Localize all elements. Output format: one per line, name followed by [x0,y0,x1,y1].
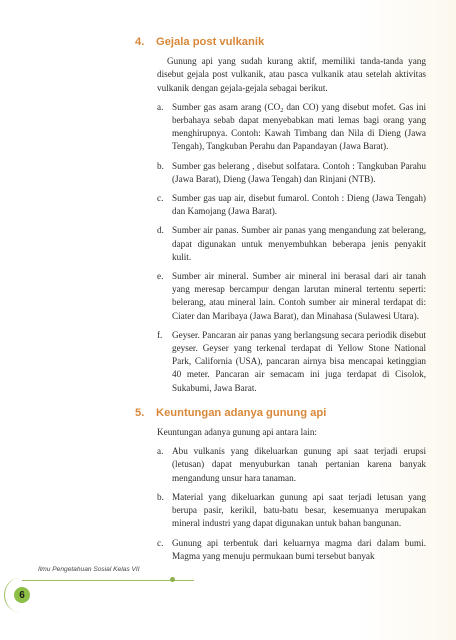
section-heading-4 [135,36,426,49]
section-title: Gejala post vulkanik [156,36,265,48]
text-part: dan CO) yang disebut mofet. Gas ini berbahaya sebab dapat menyebabkan mati lemas bagi orang yang menghirupnya. Contoh: Kawah Timbang dan Nila di Dieng (Jawa Tengah), Tangkuban Perahu dan Papandayan (Jawa Barat). [172,101,427,152]
list-item-text [172,101,426,154]
footer-dot [170,577,175,582]
list-item-text: Sumber gas uap air, disebut fumarol. Contoh : Dieng (Jawa Tengah) dan Kamojang (Jawa Barat). [172,193,426,217]
section-intro: Keuntungan adanya gunung api antara lain: [157,427,317,438]
list-item-text: Material yang dikeluarkan gunung api saat terjadi letusan yang berupa pasir, kerikil, batu-batu besar, kesemuanya merupakan mineral industri yang dapat digunakan untuk bahan bangunan. [172,491,426,529]
list-marker: a. [157,446,164,457]
list-item-text: Sumber air panas. Sumber air panas yang mengandung zat belerang, dapat digunakan untuk menyembuhkan beberapa jenis penyakit kulit. [172,225,426,262]
section-title: Keuntungan adanya gunung api [156,406,327,419]
list-item-text: Sumber air mineral. Sumber air mineral ini berasal dari air tanah yang meresap bercampur dengan larutan mineral tertentu seperti: belerang, atau mineral lain. Contoh sumber air mineral terdapat di: Ciater dan Maribaya (Jawa Barat), dan Minahasa (Sulawesi Utara). [172,271,426,321]
footer-divider [22,580,194,581]
book-title: Ilmu Pengetahuan Sosial Kelas VII [38,566,140,573]
list-item-text: Gunung api terbentuk dari keluarnya magma dari dalam bumi. Magma yang menuju permukaan bumi tersebut banyak [172,537,426,561]
list-item-text: Abu vulkanis yang dikeluarkan gunung api saat terjadi erupsi (letusan) dapat menyuburkan tanah pertanian karena banyak mengandung unsur hara tanaman. [172,446,426,483]
list-item [157,160,426,186]
list-marker: d. [157,225,164,236]
list-item [157,270,426,323]
list-item [157,224,426,264]
page-number: 6 [19,589,25,601]
list-marker: c. [157,193,164,204]
list-marker: e. [157,271,164,282]
list-marker: f. [157,329,163,340]
list-item [157,101,426,154]
list-item [157,329,426,395]
list-item [157,192,426,218]
text-part: Sumber gas asam arang (CO [172,101,281,112]
list-marker: c. [157,537,164,548]
page-content [136,36,426,569]
list-item [157,445,426,485]
list-item [157,491,426,531]
subscript: 2 [280,106,284,114]
list-marker: a. [157,101,164,112]
list-item [157,537,426,563]
post-volcanic-list [157,101,426,395]
section-heading-5 [135,407,426,420]
section-number: 5. [135,406,145,419]
section-number: 4. [135,36,145,48]
list-marker: b. [157,160,164,171]
page-number-badge [14,587,30,603]
section-intro: Gunung api yang sudah kurang aktif, memiliki tanda-tanda yang disebut gejala post vulkanik, atau pasca vulkanik atau setelah aktivitas vulkanik dengan gejala-gejala sebagai berikut. [157,56,426,93]
list-marker: b. [157,491,164,502]
list-item-text: Sumber gas belerang , disebut solfatara. Contoh : Tangkuban Parahu (Jawa Barat), Dieng (Jawa Tengah) dan Rinjani (NTB). [172,160,426,184]
list-item-text: Geyser. Pancaran air panas yang berlangsung secara periodik disebut geyser. Geyser yang terkenal terdapat di Yellow Stone National Park, California (USA), pancaran airnya bisa mencapai ketinggian 40 meter. Pancaran air semacam ini juga terdapat di Cisolok, Sukabumi, Jawa Barat. [172,329,426,393]
volcano-benefits-list [157,445,426,563]
